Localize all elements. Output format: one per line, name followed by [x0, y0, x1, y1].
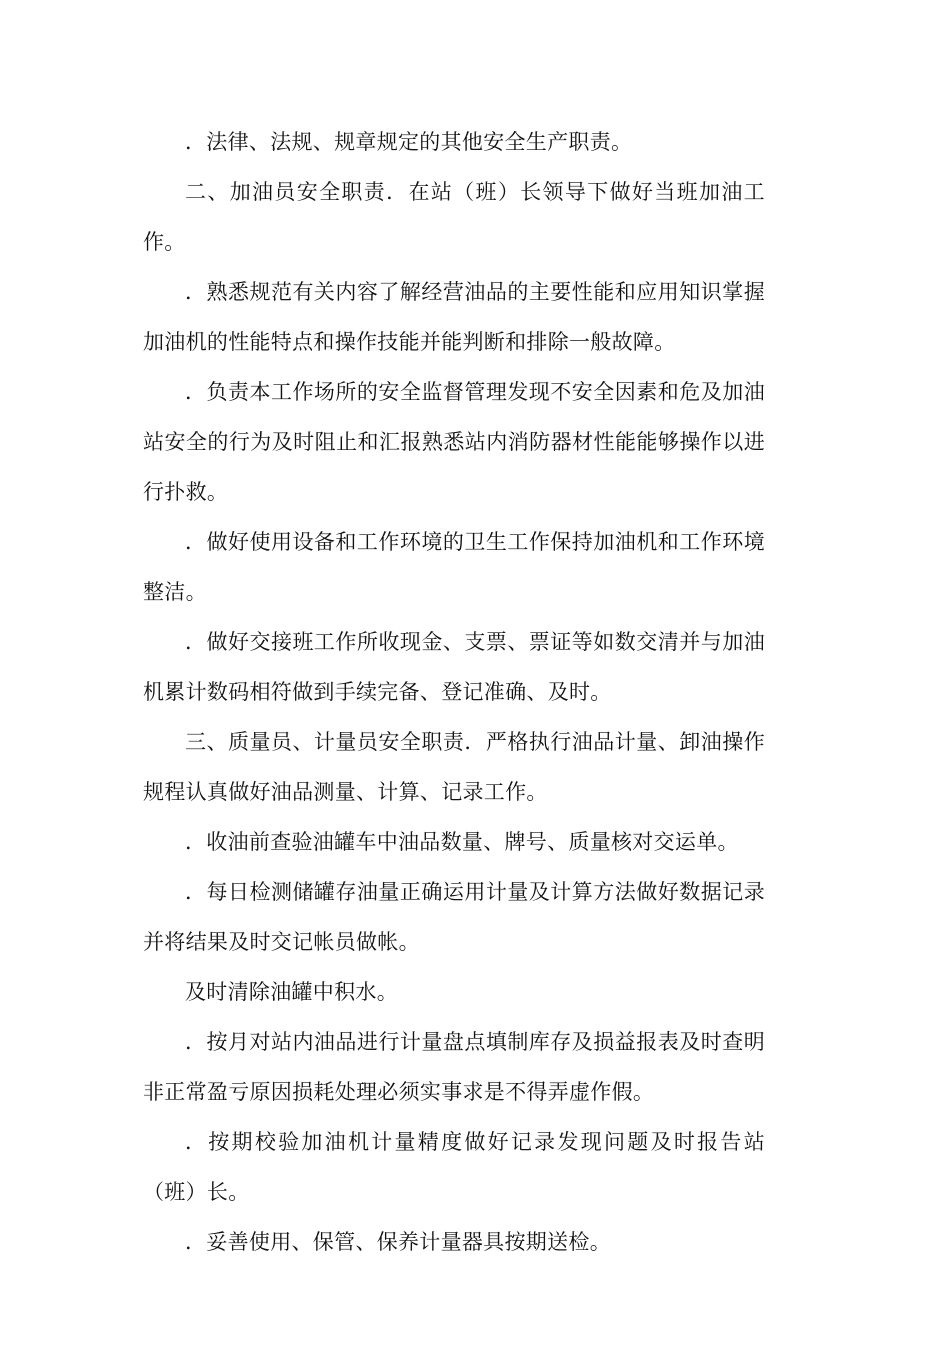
paragraph-instrument-care: ．妥善使用、保管、保养计量器具按期送检。: [185, 1230, 611, 1254]
paragraph-monthly-inventory: ．按月对站内油品进行计量盘点填制库存及损益报表及时查明非正常盈亏原因损耗处理必须实事求是不得弄虚作假。: [143, 1030, 765, 1104]
paragraph-other-duties: ．法律、法规、规章规定的其他安全生产职责。: [185, 130, 633, 154]
paragraph-calibration: ．按期校验加油机计量精度做好记录发现问题及时报告站（班）长。: [143, 1130, 765, 1204]
paragraph-water-removal: 及时清除油罐中积水。: [185, 980, 398, 1004]
paragraph-quality-metering-heading: 三、质量员、计量员安全职责．严格执行油品计量、卸油操作规程认真做好油品测量、计算、记录工作。: [143, 730, 765, 804]
paragraph-safety-supervision: ．负责本工作场所的安全监督管理发现不安全因素和危及加油站安全的行为及时阻止和汇报熟悉站内消防器材性能能够操作以进行扑救。: [143, 380, 765, 504]
paragraph-familiar-specs: ．熟悉规范有关内容了解经营油品的主要性能和应用知识掌握加油机的性能特点和操作技能并能判断和排除一般故障。: [143, 280, 765, 354]
document-body: [143, 117, 765, 1267]
paragraph-daily-measurement: ．每日检测储罐存油量正确运用计量及计算方法做好数据记录并将结果及时交记帐员做帐。: [143, 880, 765, 954]
paragraph-hygiene: ．做好使用设备和工作环境的卫生工作保持加油机和工作环境整洁。: [143, 530, 765, 604]
paragraph-receiving-check: ．收油前查验油罐车中油品数量、牌号、质量核对交运单。: [185, 830, 739, 854]
paragraph-fueler-duties-heading: 二、加油员安全职责．在站（班）长领导下做好当班加油工作。: [143, 180, 765, 254]
paragraph-shift-handover: ．做好交接班工作所收现金、支票、票证等如数交清并与加油机累计数码相符做到手续完备、登记准确、及时。: [143, 630, 765, 704]
